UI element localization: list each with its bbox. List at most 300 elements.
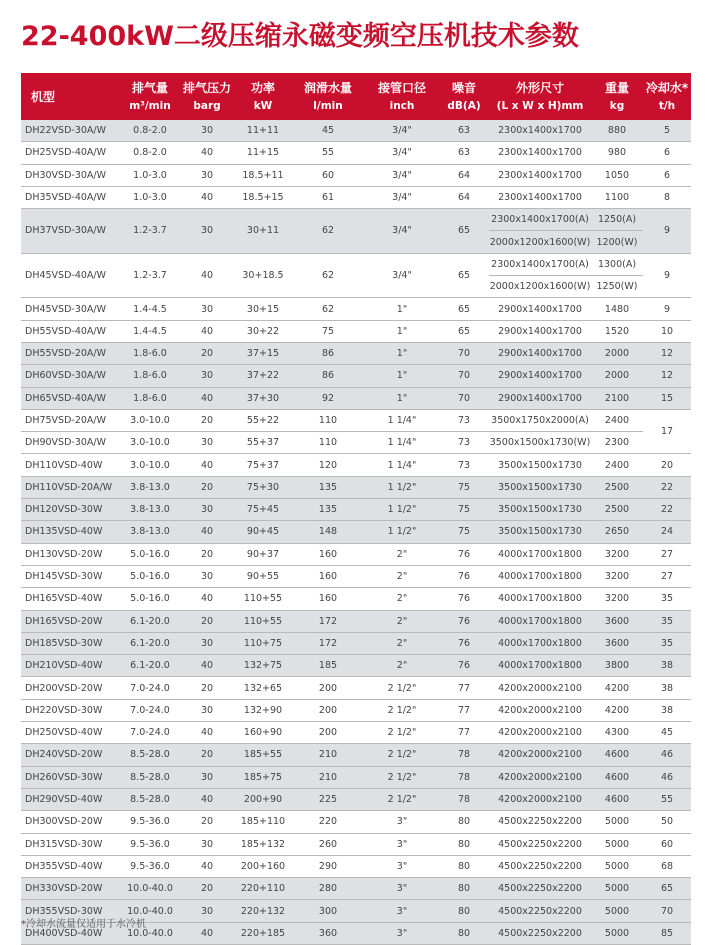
cell-dims: 3500x1500x1730 xyxy=(489,521,591,543)
cell-cooling: 46 xyxy=(643,744,691,766)
cell-noise: 77 xyxy=(439,722,489,744)
cell-dims: 3500x1500x1730(W) xyxy=(489,432,591,454)
cell-cooling: 35 xyxy=(643,588,691,610)
cell-noise: 65 xyxy=(439,253,489,298)
cell-flow: 5.0-16.0 xyxy=(121,588,179,610)
table-row xyxy=(21,766,691,788)
cell-model: DH210VSD-40W xyxy=(21,655,121,677)
cell-oil: 120 xyxy=(291,454,365,476)
cell-oil: 185 xyxy=(291,655,365,677)
cell-pipe: 2 1/2" xyxy=(365,766,439,788)
cell-cooling: 8 xyxy=(643,186,691,208)
cell-oil: 200 xyxy=(291,677,365,699)
cell-oil: 225 xyxy=(291,788,365,810)
cell-model: DH120VSD-30W xyxy=(21,499,121,521)
cell-power: 220+132 xyxy=(235,900,291,922)
cell-noise: 75 xyxy=(439,499,489,521)
cell-pressure: 20 xyxy=(179,677,235,699)
cell-noise: 75 xyxy=(439,476,489,498)
cell-dims: 4200x2000x2100 xyxy=(489,766,591,788)
spec-table-body xyxy=(21,120,691,944)
cell-noise: 65 xyxy=(439,298,489,320)
cell-weight: 3600 xyxy=(591,610,643,632)
cell-oil: 62 xyxy=(291,298,365,320)
cell-model: DH260VSD-30W xyxy=(21,766,121,788)
cell-pipe: 2" xyxy=(365,632,439,654)
cell-pressure: 30 xyxy=(179,499,235,521)
cell-oil: 86 xyxy=(291,365,365,387)
cell-pressure: 30 xyxy=(179,900,235,922)
table-row xyxy=(21,722,691,744)
cell-power: 90+55 xyxy=(235,565,291,587)
cell-pressure: 40 xyxy=(179,521,235,543)
cell-weight2: 1250(W) xyxy=(591,276,643,298)
cell-weight: 5000 xyxy=(591,900,643,922)
cell-pipe: 1 1/2" xyxy=(365,521,439,543)
cell-noise: 64 xyxy=(439,164,489,186)
cell-flow: 1.2-3.7 xyxy=(121,209,179,254)
cell-dims: 2300x1400x1700(A) xyxy=(489,209,591,231)
cell-power: 220+185 xyxy=(235,922,291,944)
cell-cooling: 22 xyxy=(643,499,691,521)
cell-weight: 2400 xyxy=(591,454,643,476)
cell-power: 185+110 xyxy=(235,811,291,833)
cell-power: 220+110 xyxy=(235,878,291,900)
cell-power: 75+45 xyxy=(235,499,291,521)
cell-pressure: 20 xyxy=(179,476,235,498)
cell-pressure: 30 xyxy=(179,365,235,387)
cell-pipe: 3" xyxy=(365,855,439,877)
cell-pressure: 30 xyxy=(179,209,235,254)
table-row xyxy=(21,521,691,543)
cell-dims: 2300x1400x1700 xyxy=(489,120,591,142)
cell-power: 132+65 xyxy=(235,677,291,699)
cell-oil: 75 xyxy=(291,320,365,342)
cell-cooling: 38 xyxy=(643,655,691,677)
cell-model: DH250VSD-40W xyxy=(21,722,121,744)
cell-model: DH355VSD-40W xyxy=(21,855,121,877)
cell-weight: 2400 xyxy=(591,409,643,431)
cell-pressure: 20 xyxy=(179,811,235,833)
cell-cooling: 6 xyxy=(643,142,691,164)
cell-oil: 172 xyxy=(291,610,365,632)
cell-model: DH165VSD-20W xyxy=(21,610,121,632)
cell-power: 185+55 xyxy=(235,744,291,766)
cell-oil: 62 xyxy=(291,253,365,298)
footnote: *冷却水流量仅适用于水冷机 xyxy=(21,919,146,930)
cell-dims: 3500x1500x1730 xyxy=(489,476,591,498)
cell-pressure: 30 xyxy=(179,164,235,186)
cell-pipe: 1" xyxy=(365,365,439,387)
table-row xyxy=(21,499,691,521)
cell-oil: 200 xyxy=(291,699,365,721)
cell-dims: 3500x1750x2000(A) xyxy=(489,409,591,431)
cell-weight: 5000 xyxy=(591,855,643,877)
cell-flow: 0.8-2.0 xyxy=(121,120,179,142)
cell-oil: 135 xyxy=(291,476,365,498)
cell-pressure: 30 xyxy=(179,833,235,855)
cell-flow: 3.8-13.0 xyxy=(121,499,179,521)
cell-oil: 60 xyxy=(291,164,365,186)
cell-oil: 280 xyxy=(291,878,365,900)
cell-power: 55+37 xyxy=(235,432,291,454)
cell-pipe: 2 1/2" xyxy=(365,699,439,721)
cell-pressure: 40 xyxy=(179,855,235,877)
cell-dims: 2300x1400x1700 xyxy=(489,164,591,186)
cell-model: DH35VSD-40A/W xyxy=(21,186,121,208)
cell-cooling: 12 xyxy=(643,342,691,364)
cell-pipe: 2" xyxy=(365,610,439,632)
cell-weight: 2000 xyxy=(591,365,643,387)
table-row xyxy=(21,788,691,810)
cell-oil: 86 xyxy=(291,342,365,364)
cell-model: DH185VSD-30W xyxy=(21,632,121,654)
cell-dims: 4000x1700x1800 xyxy=(489,543,591,565)
cell-cooling: 27 xyxy=(643,565,691,587)
cell-oil: 360 xyxy=(291,922,365,944)
cell-noise: 78 xyxy=(439,766,489,788)
table-row xyxy=(21,432,691,454)
cell-weight: 4600 xyxy=(591,766,643,788)
cell-pressure: 20 xyxy=(179,543,235,565)
cell-pressure: 40 xyxy=(179,922,235,944)
cell-pressure: 30 xyxy=(179,432,235,454)
cell-weight: 4200 xyxy=(591,677,643,699)
cell-flow: 8.5-28.0 xyxy=(121,766,179,788)
table-row xyxy=(21,855,691,877)
cell-pressure: 20 xyxy=(179,878,235,900)
cell-weight: 5000 xyxy=(591,922,643,944)
cell-flow: 3.8-13.0 xyxy=(121,476,179,498)
cell-pipe: 2" xyxy=(365,565,439,587)
table-row xyxy=(21,253,691,275)
cell-oil: 160 xyxy=(291,543,365,565)
cell-weight: 2300 xyxy=(591,432,643,454)
cell-weight: 3800 xyxy=(591,655,643,677)
cell-weight: 5000 xyxy=(591,878,643,900)
cell-noise: 80 xyxy=(439,878,489,900)
cell-pressure: 20 xyxy=(179,342,235,364)
cell-dims: 4000x1700x1800 xyxy=(489,588,591,610)
cell-power: 90+45 xyxy=(235,521,291,543)
cell-power: 30+22 xyxy=(235,320,291,342)
table-row xyxy=(21,320,691,342)
cell-power: 37+30 xyxy=(235,387,291,409)
cell-model: DH60VSD-30A/W xyxy=(21,365,121,387)
cell-model: DH110VSD-40W xyxy=(21,454,121,476)
cell-noise: 63 xyxy=(439,120,489,142)
cell-flow: 9.5-36.0 xyxy=(121,811,179,833)
cell-pressure: 30 xyxy=(179,298,235,320)
cell-dims: 3500x1500x1730 xyxy=(489,454,591,476)
cell-flow: 1.4-4.5 xyxy=(121,298,179,320)
cell-power: 11+15 xyxy=(235,142,291,164)
cell-cooling: 5 xyxy=(643,120,691,142)
cell-weight: 4200 xyxy=(591,699,643,721)
cell-pipe: 1" xyxy=(365,298,439,320)
cell-dims: 2300x1400x1700(A) xyxy=(489,253,591,275)
cell-pipe: 2 1/2" xyxy=(365,744,439,766)
cell-noise: 73 xyxy=(439,409,489,431)
header-oil: 润滑水量 l/min xyxy=(291,73,365,120)
cell-model: DH130VSD-20W xyxy=(21,543,121,565)
cell-noise: 76 xyxy=(439,588,489,610)
cell-power: 185+75 xyxy=(235,766,291,788)
cell-flow: 1.2-3.7 xyxy=(121,253,179,298)
cell-cooling: 15 xyxy=(643,387,691,409)
cell-pressure: 30 xyxy=(179,766,235,788)
cell-flow: 6.1-20.0 xyxy=(121,610,179,632)
cell-dims: 2900x1400x1700 xyxy=(489,342,591,364)
table-row xyxy=(21,142,691,164)
cell-cooling: 38 xyxy=(643,699,691,721)
cell-dims2: 2000x1200x1600(W) xyxy=(489,276,591,298)
cell-model: DH315VSD-30W xyxy=(21,833,121,855)
header-model: 机型 xyxy=(21,73,121,120)
cell-cooling: 6 xyxy=(643,164,691,186)
table-row xyxy=(21,677,691,699)
cell-weight: 3600 xyxy=(591,632,643,654)
cell-dims: 4200x2000x2100 xyxy=(489,744,591,766)
cell-noise: 78 xyxy=(439,744,489,766)
cell-flow: 1.0-3.0 xyxy=(121,164,179,186)
cell-power: 18.5+11 xyxy=(235,164,291,186)
header-row xyxy=(21,73,691,120)
cell-noise: 70 xyxy=(439,342,489,364)
cell-flow: 5.0-16.0 xyxy=(121,543,179,565)
cell-weight: 3200 xyxy=(591,543,643,565)
cell-model: DH200VSD-20W xyxy=(21,677,121,699)
cell-weight: 4600 xyxy=(591,788,643,810)
header-weight: 重量 kg xyxy=(591,73,643,120)
table-row xyxy=(21,186,691,208)
cell-power: 110+55 xyxy=(235,610,291,632)
cell-pipe: 2 1/2" xyxy=(365,788,439,810)
cell-pipe: 1 1/4" xyxy=(365,454,439,476)
cell-pressure: 30 xyxy=(179,565,235,587)
table-row xyxy=(21,588,691,610)
table-row xyxy=(21,610,691,632)
cell-dims: 4000x1700x1800 xyxy=(489,565,591,587)
cell-pipe: 3/4" xyxy=(365,120,439,142)
cell-dims: 3500x1500x1730 xyxy=(489,499,591,521)
cell-pipe: 1 1/4" xyxy=(365,409,439,431)
table-row xyxy=(21,878,691,900)
cell-model: DH355VSD-30W xyxy=(21,900,121,922)
cell-weight: 5000 xyxy=(591,811,643,833)
cell-pressure: 40 xyxy=(179,186,235,208)
cell-cooling: 38 xyxy=(643,677,691,699)
cell-pipe: 2" xyxy=(365,543,439,565)
cell-flow: 1.0-3.0 xyxy=(121,186,179,208)
cell-oil: 45 xyxy=(291,120,365,142)
cell-dims: 4500x2250x2200 xyxy=(489,811,591,833)
cell-weight: 3200 xyxy=(591,588,643,610)
cell-oil: 110 xyxy=(291,432,365,454)
cell-power: 132+75 xyxy=(235,655,291,677)
cell-power: 200+90 xyxy=(235,788,291,810)
page-title: 22-400kW二级压缩永磁变频空压机技术参数 xyxy=(21,21,579,52)
cell-power: 55+22 xyxy=(235,409,291,431)
cell-power: 132+90 xyxy=(235,699,291,721)
cell-noise: 76 xyxy=(439,655,489,677)
cell-flow: 7.0-24.0 xyxy=(121,722,179,744)
cell-weight: 2500 xyxy=(591,476,643,498)
cell-oil: 55 xyxy=(291,142,365,164)
cell-flow: 3.0-10.0 xyxy=(121,409,179,431)
cell-power: 200+160 xyxy=(235,855,291,877)
table-row xyxy=(21,298,691,320)
cell-model: DH90VSD-30A/W xyxy=(21,432,121,454)
table-row xyxy=(21,632,691,654)
cell-cooling: 65 xyxy=(643,878,691,900)
cell-cooling: 46 xyxy=(643,766,691,788)
cell-oil: 160 xyxy=(291,565,365,587)
cell-oil: 160 xyxy=(291,588,365,610)
cell-flow: 0.8-2.0 xyxy=(121,142,179,164)
table-row xyxy=(21,699,691,721)
cell-model: DH30VSD-30A/W xyxy=(21,164,121,186)
cell-cooling: 70 xyxy=(643,900,691,922)
cell-weight: 2650 xyxy=(591,521,643,543)
cell-pipe: 3" xyxy=(365,900,439,922)
cell-power: 37+22 xyxy=(235,365,291,387)
cell-cooling: 9 xyxy=(643,298,691,320)
cell-cooling: 9 xyxy=(643,209,691,254)
cell-cooling: 12 xyxy=(643,365,691,387)
cell-oil: 148 xyxy=(291,521,365,543)
cell-pressure: 30 xyxy=(179,699,235,721)
cell-cooling: 10 xyxy=(643,320,691,342)
cell-flow: 3.8-13.0 xyxy=(121,521,179,543)
cell-pipe: 3" xyxy=(365,922,439,944)
cell-model: DH55VSD-40A/W xyxy=(21,320,121,342)
cell-flow: 9.5-36.0 xyxy=(121,855,179,877)
cell-cooling: 9 xyxy=(643,253,691,298)
cell-pipe: 1 1/4" xyxy=(365,432,439,454)
cell-pressure: 40 xyxy=(179,142,235,164)
table-row xyxy=(21,454,691,476)
cell-dims: 4500x2250x2200 xyxy=(489,855,591,877)
cell-dims: 2900x1400x1700 xyxy=(489,365,591,387)
cell-noise: 77 xyxy=(439,677,489,699)
cell-flow: 10.0-40.0 xyxy=(121,878,179,900)
cell-flow: 6.1-20.0 xyxy=(121,655,179,677)
cell-weight: 1520 xyxy=(591,320,643,342)
cell-model: DH75VSD-20A/W xyxy=(21,409,121,431)
table-row xyxy=(21,744,691,766)
cell-power: 30+18.5 xyxy=(235,253,291,298)
cell-oil: 210 xyxy=(291,766,365,788)
cell-dims: 4000x1700x1800 xyxy=(489,610,591,632)
spec-table xyxy=(21,73,691,945)
cell-oil: 200 xyxy=(291,722,365,744)
cell-model: DH110VSD-20A/W xyxy=(21,476,121,498)
cell-weight: 4300 xyxy=(591,722,643,744)
cell-oil: 210 xyxy=(291,744,365,766)
cell-flow: 1.4-4.5 xyxy=(121,320,179,342)
cell-noise: 78 xyxy=(439,788,489,810)
cell-dims: 2300x1400x1700 xyxy=(489,142,591,164)
cell-weight: 2100 xyxy=(591,387,643,409)
cell-cooling: 24 xyxy=(643,521,691,543)
table-row xyxy=(21,655,691,677)
cell-pipe: 3/4" xyxy=(365,164,439,186)
cell-cooling: 50 xyxy=(643,811,691,833)
cell-pressure: 40 xyxy=(179,387,235,409)
cell-weight: 1250(A) xyxy=(591,209,643,231)
cell-pipe: 2 1/2" xyxy=(365,722,439,744)
cell-weight2: 1200(W) xyxy=(591,231,643,253)
cell-dims: 4500x2250x2200 xyxy=(489,833,591,855)
cell-flow: 6.1-20.0 xyxy=(121,632,179,654)
cell-weight: 1300(A) xyxy=(591,253,643,275)
cell-cooling: 35 xyxy=(643,632,691,654)
cell-dims: 4200x2000x2100 xyxy=(489,699,591,721)
cell-pressure: 20 xyxy=(179,409,235,431)
cell-noise: 63 xyxy=(439,142,489,164)
cell-pressure: 40 xyxy=(179,454,235,476)
table-row xyxy=(21,164,691,186)
cell-model: DH165VSD-40W xyxy=(21,588,121,610)
cell-dims: 4500x2250x2200 xyxy=(489,922,591,944)
header-power: 功率 kW xyxy=(235,73,291,120)
cell-flow: 9.5-36.0 xyxy=(121,833,179,855)
cell-model: DH220VSD-30W xyxy=(21,699,121,721)
cell-model: DH330VSD-20W xyxy=(21,878,121,900)
table-row xyxy=(21,543,691,565)
cell-power: 18.5+15 xyxy=(235,186,291,208)
cell-weight: 4600 xyxy=(591,744,643,766)
cell-pipe: 3" xyxy=(365,811,439,833)
cell-flow: 10.0-40.0 xyxy=(121,922,179,944)
cell-noise: 64 xyxy=(439,186,489,208)
header-dims: 外形尺寸 (L x W x H)mm xyxy=(489,73,591,120)
cell-cooling: 17 xyxy=(643,409,691,454)
header-flow: 排气量 m³/min xyxy=(121,73,179,120)
cell-pipe: 1 1/2" xyxy=(365,499,439,521)
cell-dims: 2900x1400x1700 xyxy=(489,387,591,409)
table-row xyxy=(21,565,691,587)
cell-weight: 1100 xyxy=(591,186,643,208)
cell-model: DH65VSD-40A/W xyxy=(21,387,121,409)
cell-weight: 980 xyxy=(591,142,643,164)
cell-noise: 80 xyxy=(439,922,489,944)
cell-flow: 1.8-6.0 xyxy=(121,342,179,364)
header-pressure: 排气压力 barg xyxy=(179,73,235,120)
cell-noise: 80 xyxy=(439,811,489,833)
table-row xyxy=(21,811,691,833)
cell-pressure: 40 xyxy=(179,722,235,744)
table-row xyxy=(21,365,691,387)
header-pipe: 接管口径 inch xyxy=(365,73,439,120)
header-cooling: 冷却水* t/h xyxy=(643,73,691,120)
cell-weight: 880 xyxy=(591,120,643,142)
cell-noise: 76 xyxy=(439,610,489,632)
cell-weight: 1050 xyxy=(591,164,643,186)
cell-weight: 5000 xyxy=(591,833,643,855)
cell-noise: 80 xyxy=(439,900,489,922)
cell-pipe: 2" xyxy=(365,655,439,677)
table-row xyxy=(21,833,691,855)
cell-pipe: 3" xyxy=(365,833,439,855)
cell-model: DH25VSD-40A/W xyxy=(21,142,121,164)
cell-pressure: 40 xyxy=(179,588,235,610)
cell-oil: 290 xyxy=(291,855,365,877)
cell-dims: 4200x2000x2100 xyxy=(489,788,591,810)
cell-model: DH400VSD-40W xyxy=(21,922,121,944)
cell-pipe: 3/4" xyxy=(365,142,439,164)
